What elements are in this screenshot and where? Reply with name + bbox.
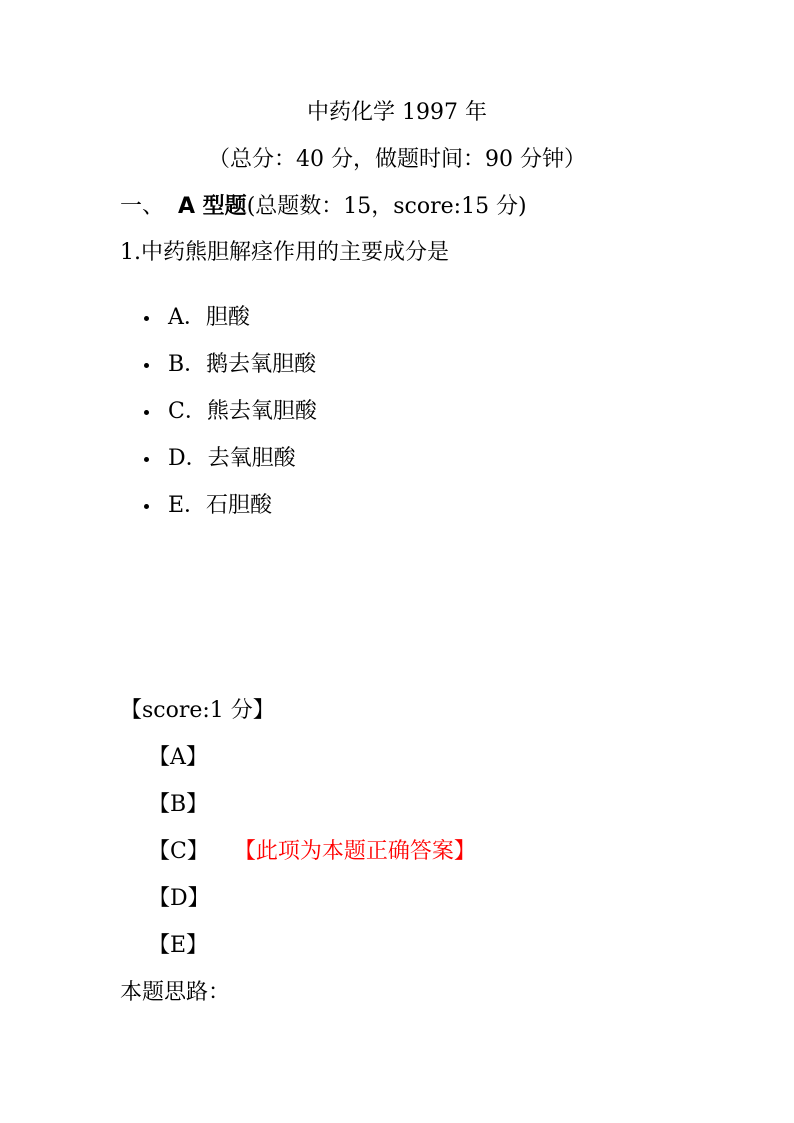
explanation-label: 本题思路： <box>120 980 231 1005</box>
answer-label: 【C】 <box>148 839 209 864</box>
section-type: A 型题 <box>178 194 247 219</box>
correct-answer-note: 【此项为本题正确答案】 <box>244 839 476 864</box>
option-item <box>140 444 317 491</box>
bullet-icon <box>144 457 149 462</box>
option-label: E．石胆酸 <box>168 493 273 518</box>
answer-list <box>148 743 476 978</box>
option-label: A．胆酸 <box>168 305 250 330</box>
option-item <box>140 303 317 350</box>
section-info: (总题数：15，score:15 分) <box>246 194 527 219</box>
answer-item <box>148 931 476 978</box>
bullet-icon <box>144 410 149 415</box>
option-label: C．熊去氧胆酸 <box>168 399 317 424</box>
question-text: 1.中药熊胆解痉作用的主要成分是 <box>120 240 449 265</box>
bullet-icon <box>144 363 149 368</box>
option-item <box>140 350 317 397</box>
bullet-icon <box>144 316 149 321</box>
score-label: 【score:1 分】 <box>120 698 275 723</box>
section-number: 一、 <box>120 194 165 219</box>
option-label: D．去氧胆酸 <box>168 446 296 471</box>
answer-label: 【D】 <box>148 886 210 911</box>
answer-label: 【A】 <box>148 745 208 770</box>
answer-item <box>148 837 476 884</box>
bullet-icon <box>144 504 149 509</box>
option-item <box>140 491 317 538</box>
option-list <box>140 303 317 538</box>
answer-item <box>148 884 476 931</box>
option-item <box>140 397 317 444</box>
answer-item <box>148 743 476 790</box>
document-subtitle: （总分：40 分，做题时间：90 分钟） <box>208 147 586 172</box>
answer-label: 【B】 <box>148 792 209 817</box>
answer-label: 【E】 <box>148 933 209 958</box>
answer-item <box>148 790 476 837</box>
section-header <box>120 192 527 222</box>
option-label: B．鹅去氧胆酸 <box>168 352 317 377</box>
document-title: 中药化学 1997 年 <box>307 100 487 125</box>
